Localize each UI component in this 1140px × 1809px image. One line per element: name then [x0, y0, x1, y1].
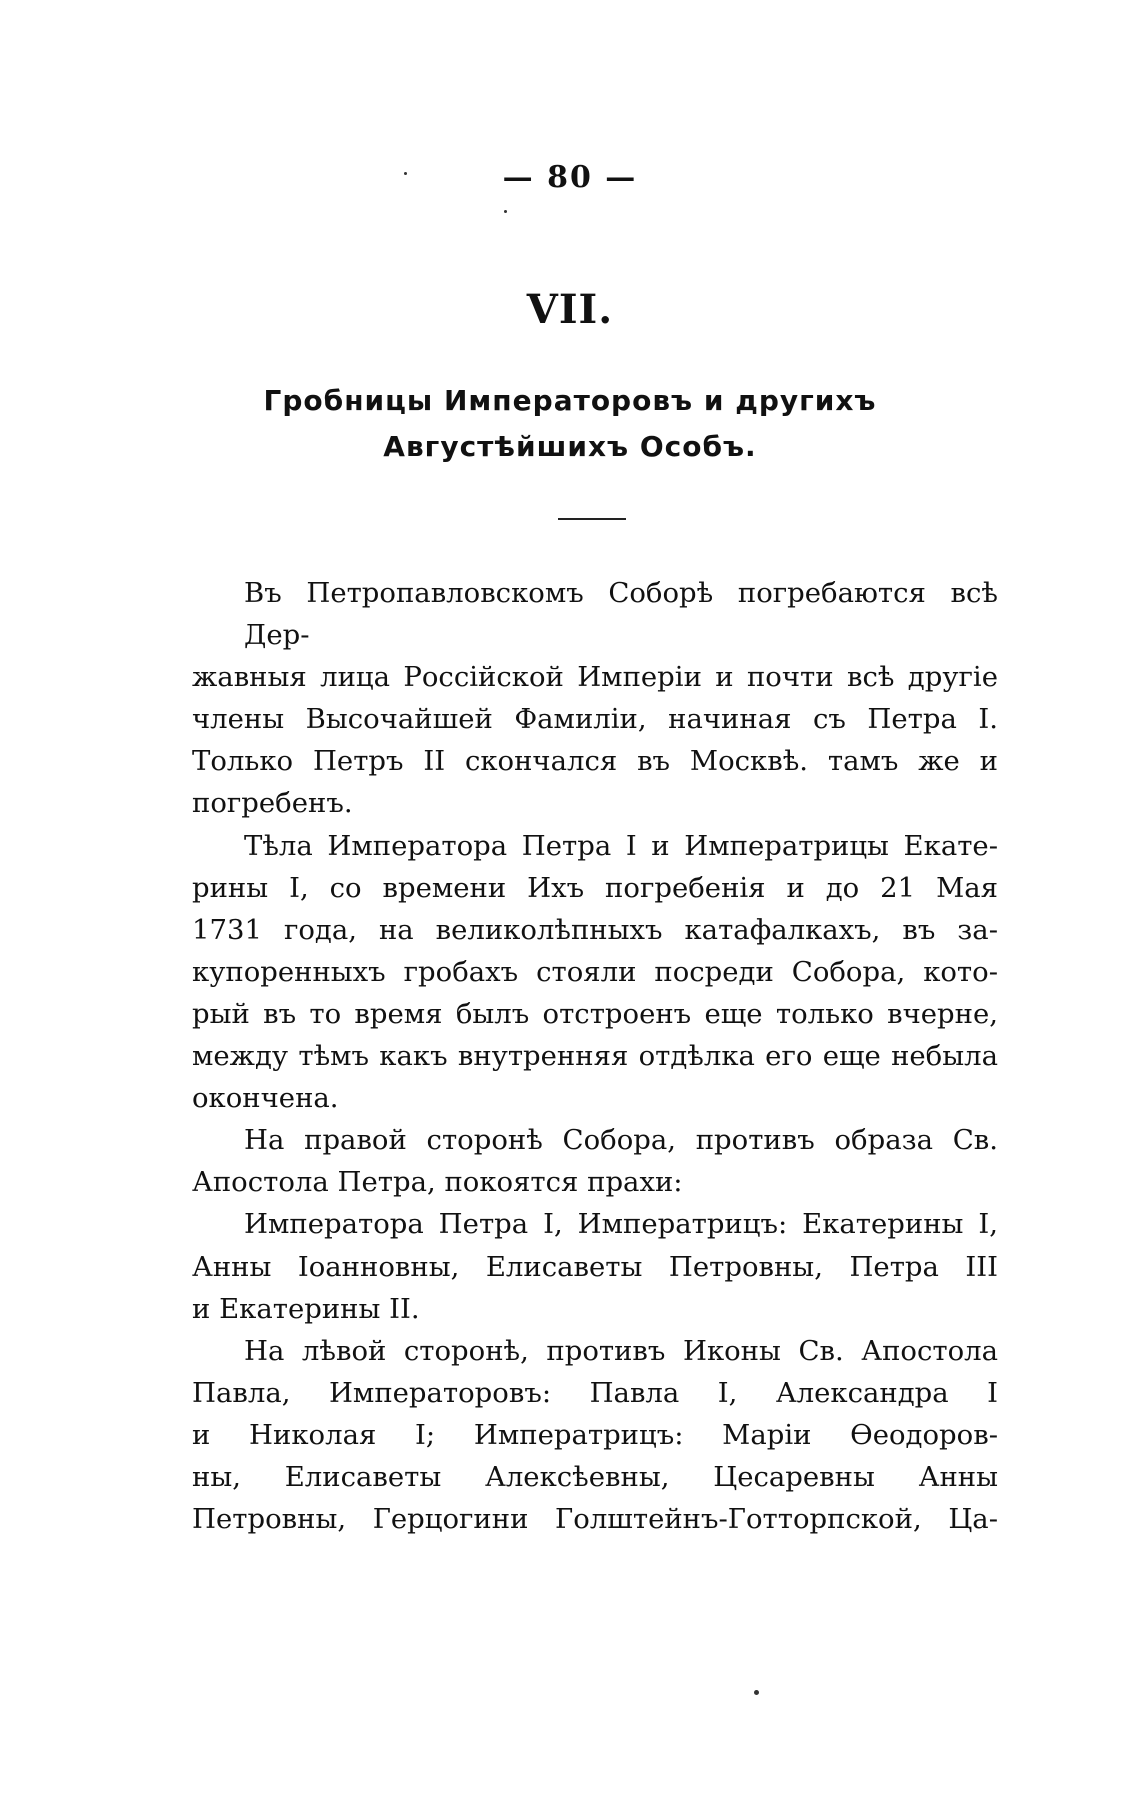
- text-line: Павла, Императоровъ: Павла I, Александра I: [192, 1376, 998, 1409]
- page-number: — 80 —: [502, 160, 638, 195]
- body-text: [192, 572, 998, 1540]
- paragraph-5: [192, 1330, 998, 1540]
- text-line: Императора Петра I, Императрицъ: Екатерины I,: [244, 1208, 998, 1241]
- text-line: Петровны, Герцогини Голштейнъ-Готторпской, Ца-: [192, 1503, 998, 1536]
- text-line: окончена.: [192, 1082, 339, 1115]
- paragraph-3: [192, 1119, 998, 1203]
- paragraph-2: [192, 825, 998, 1120]
- paragraph-4: [192, 1203, 998, 1329]
- text-line: рины I, со времени Ихъ погребенія и до 21 Мая: [192, 871, 998, 904]
- text-line: 1731 года, на великолѣпныхъ катафалкахъ, въ за-: [192, 913, 998, 946]
- text-line: Тѣла Императора Петра I и Императрицы Екате-: [244, 829, 998, 862]
- text-line: рый въ то время былъ отстроенъ еще только вчерне,: [192, 997, 998, 1030]
- text-line: Апостола Петра, покоятся прахи:: [192, 1166, 683, 1199]
- text-line: погребенъ.: [192, 787, 353, 820]
- paragraph-1: [192, 572, 998, 825]
- chapter-title-line: Августѣйшихъ Особъ.: [383, 430, 757, 463]
- section-divider: [558, 518, 626, 520]
- text-line: На правой сторонѣ Собора, противъ образа Св.: [244, 1124, 998, 1157]
- text-line: Въ Петропавловскомъ Соборѣ погребаются всѣ Дер-: [244, 577, 998, 652]
- chapter-numeral: VII.: [526, 286, 614, 333]
- text-line: На лѣвой сторонѣ, противъ Иконы Св. Апостола: [244, 1334, 998, 1367]
- print-speck: [404, 172, 407, 175]
- text-line: Только Петръ II скончался въ Москвѣ. тамъ же и: [192, 745, 998, 778]
- chapter-title: [0, 378, 1140, 470]
- text-line: жавныя лица Россійской Имперіи и почти всѣ другіе: [192, 661, 998, 694]
- print-speck: [754, 1690, 759, 1695]
- text-line: Анны Іоанновны, Елисаветы Петровны, Петра III: [192, 1250, 998, 1283]
- text-line: члены Высочайшей Фамиліи, начиная съ Петра I.: [192, 703, 998, 736]
- text-line: купоренныхъ гробахъ стояли посреди Собора, кото-: [192, 955, 998, 988]
- text-line: и Екатерины II.: [192, 1292, 420, 1325]
- print-speck: [504, 210, 507, 213]
- chapter-title-line: Гробницы Императоровъ и другихъ: [263, 384, 877, 417]
- text-line: и Николая I; Императрицъ: Маріи Ѳеодоров-: [192, 1418, 998, 1451]
- text-line: ны, Елисаветы Алексѣевны, Цесаревны Анны: [192, 1460, 998, 1493]
- text-line: между тѣмъ какъ внутренняя отдѣлка его еще небыла: [192, 1040, 998, 1073]
